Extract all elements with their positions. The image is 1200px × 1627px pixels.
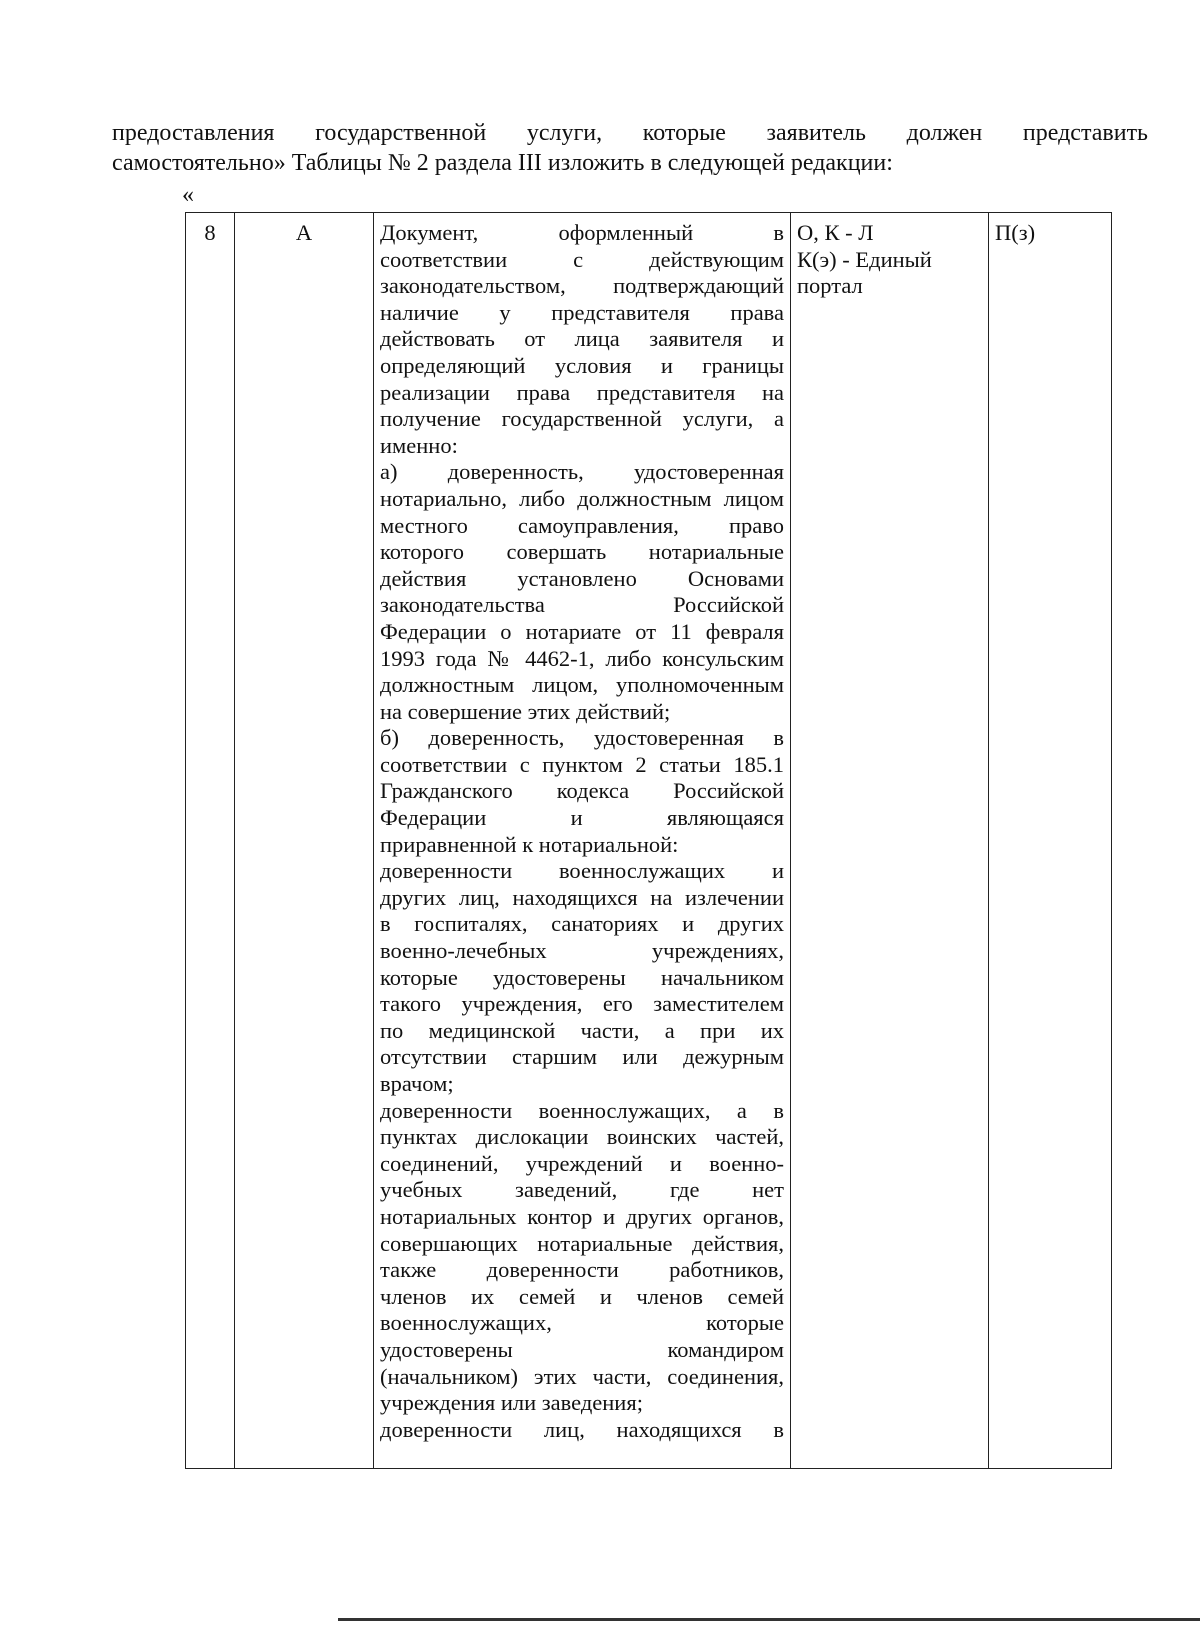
document-form-cell: П(з) [989,213,1112,1469]
submission-ways [797,220,982,300]
description-line: доверенности военнослужащих, а в [380,1097,784,1123]
intro-line-1: предоставления государственной услуги, которые заявитель должен представить [112,120,1148,146]
description-line: Документ, оформленный в [380,220,784,245]
description-line: реализации права представителя на [380,379,784,405]
description-line: пунктах дислокации воинских частей, [380,1124,784,1150]
description-line: доверенности военнослужащих и [380,858,784,884]
description-line: доверенности лиц, находящихся в [380,1416,784,1442]
description-line: отсутствии старшим или дежурным [380,1044,784,1070]
intro-line-2: самостоятельно» Таблицы № 2 раздела III изложить в следующей редакции: [112,150,893,176]
description-line: совершающих нотариальные действия, [380,1230,784,1256]
description-line: б) доверенность, удостоверенная в [380,725,784,751]
description-line: действовать от лица заявителя и [380,326,784,352]
description-line: удостоверены командиром [380,1336,784,1362]
bottom-scan-edge [338,1618,1200,1621]
description-line: законодательством, подтверждающий [380,273,784,299]
description-line: а) доверенность, удостоверенная [380,459,784,485]
description-line: нотариальных контор и других органов, [380,1203,784,1229]
description-line: местного самоуправления, право [380,512,784,538]
description-line: учреждения или заведения; [380,1390,643,1416]
description-line: Гражданского кодекса Российской [380,778,784,804]
description-line: 1993 года № 4462-1, либо консульским [380,645,784,671]
description-line: врачом; [380,1071,454,1096]
submission-way-line: портал [797,273,863,299]
description-line: получение государственной услуги, а [380,406,784,432]
description-line: действия установлено Основами [380,565,784,591]
description-line: определяющий условия и границы [380,352,784,378]
description-line: соединений, учреждений и военно- [380,1150,784,1176]
description-line: нотариально, либо должностным лицом [380,485,784,511]
description-line: которые удостоверены начальником [380,964,784,990]
table-row [186,213,1112,1469]
submission-way-line: К(э) - Единый [797,246,932,272]
intro-paragraph [112,118,1148,178]
document-description [380,220,784,1443]
documents-table [185,212,1112,1469]
description-line: военно-лечебных учреждениях, [380,938,784,964]
description-line: приравненной к нотариальной: [380,831,679,857]
description-line: (начальником) этих части, соединения, [380,1363,784,1389]
description-line: в госпиталях, санаториях и других [380,911,784,937]
opening-quote-mark: « [182,182,194,208]
description-line: такого учреждения, его заместителем [380,991,784,1017]
description-line: учебных заведений, где нет [380,1177,784,1203]
row-number-cell: 8 [186,213,235,1469]
description-line: соответствии с пунктом 2 статьи 185.1 [380,751,784,777]
description-line: именно: [380,432,458,458]
description-line: других лиц, находящихся на излечении [380,884,784,910]
row-letter-cell: А [235,213,374,1469]
document-description-cell [374,213,791,1469]
description-line: должностным лицом, уполномоченным [380,672,784,698]
submission-ways-cell [791,213,989,1469]
description-line: которого совершать нотариальные [380,539,784,565]
description-line: по медицинской части, а при их [380,1017,784,1043]
description-line: наличие у представителя права [380,299,784,325]
description-line: Федерации и являющаяся [380,805,784,831]
description-line: соответствии с действующим [380,246,784,272]
description-line: законодательства Российской [380,592,784,618]
description-line: Федерации о нотариате от 11 февраля [380,618,784,644]
description-line: на совершение этих действий; [380,698,671,724]
description-line: также доверенности работников, [380,1257,784,1283]
submission-way-line: О, К - Л [797,220,874,245]
description-line: военнослужащих, которые [380,1310,784,1336]
description-line: членов их семей и членов семей [380,1283,784,1309]
